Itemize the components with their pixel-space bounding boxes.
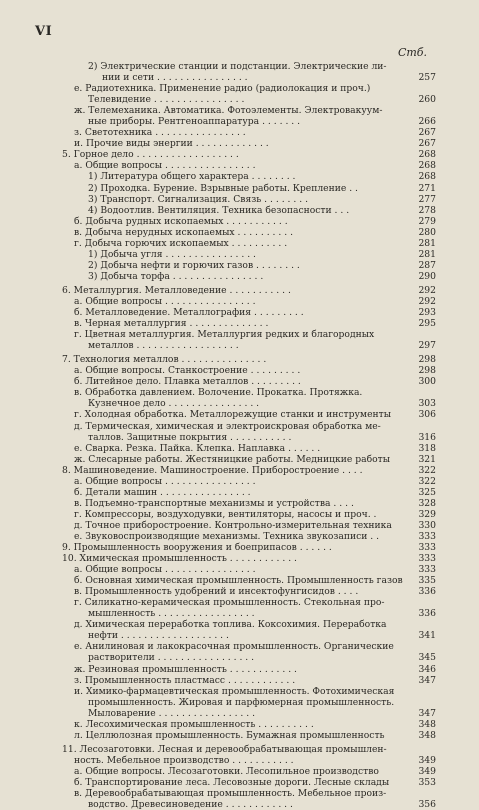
toc-entry (62, 542, 436, 553)
toc-entry (62, 575, 436, 586)
toc-entry (62, 376, 436, 387)
toc-entry-page: 292 (418, 295, 436, 307)
toc-entry-title: г. Силикатно-керамическая промышленность. Стекольная про- (74, 597, 385, 609)
toc-entry (62, 652, 436, 663)
toc-entry (62, 105, 436, 116)
toc-entry-page: 280 (418, 226, 436, 238)
toc-entry-title: в. Черная металлургия . . . . . . . . . . . . . . (74, 318, 269, 330)
toc-entry-title: и. Химико-фармацевтическая промышленность. Фотохимическая (74, 685, 395, 697)
toc-entry-title: б. Транспортирование леса. Лесовозные дороги. Лесные склады (74, 777, 390, 788)
toc-entry-title: л. Целлюлозная промышленность. Бумажная промышленность (74, 729, 385, 741)
toc-entry-title: 5. Горное дело . . . . . . . . . . . . . . . . . . (62, 149, 239, 161)
toc-entry-title: в. Добыча нерудных ископаемых . . . . . . . . . . (74, 226, 294, 238)
toc-entry-page: 348 (418, 729, 436, 741)
toc-entry-page: 333 (418, 530, 436, 542)
toc-entry-page: 346 (418, 663, 436, 675)
toc-entry-page: 297 (418, 340, 436, 352)
toc-entry-page: 322 (418, 464, 436, 476)
toc-entry-title: 4) Водоотлив. Вентиляция. Техника безопасности . . . (88, 204, 350, 216)
toc-entry-title: е. Сварка. Резка. Пайка. Клепка. Наплавка . . . . . . (74, 442, 321, 454)
toc-entry-title: з. Светотехника . . . . . . . . . . . . . . . . (74, 127, 246, 139)
toc-entry-title: а. Общие вопросы . . . . . . . . . . . . . . . . (74, 564, 256, 576)
toc-entry-page: 347 (418, 674, 436, 686)
toc-entry-page: 336 (418, 608, 436, 620)
toc-entry-page: 333 (418, 564, 436, 576)
toc-entry (62, 531, 436, 542)
toc-entry (62, 597, 436, 608)
toc-entry-page: 281 (418, 237, 436, 249)
toc-entry-title: б. Детали машин . . . . . . . . . . . . . . . . (74, 486, 251, 498)
toc-entry-title: мышленность . . . . . . . . . . . . . . . . . (88, 608, 255, 620)
toc-entry-title: растворители . . . . . . . . . . . . . . . . . (88, 652, 255, 664)
toc-entry-title: в. Деревообрабатывающая промышленность. Мебельное произ- (74, 788, 387, 800)
toc-entry-title: а. Общие вопросы . . . . . . . . . . . . . . . . (74, 295, 256, 307)
toc-entry-title: е. Звуковоспроизводящие механизмы. Техника звукозаписи . . (74, 530, 380, 542)
toc-entry (62, 744, 436, 755)
toc-entry-title: и. Прочие виды энергии . . . . . . . . . . . . . (74, 138, 269, 150)
toc-entry (62, 708, 436, 719)
toc-entry-page: 330 (418, 519, 436, 531)
toc-entry (62, 432, 436, 443)
toc-entry-title: 10. Химическая промышленность . . . . . . . . . . . . (62, 553, 297, 565)
toc-entry-title: Телевидение . . . . . . . . . . . . . . . . (88, 94, 245, 106)
toc-entry-title: д. Химическая переработка топлива. Коксохимия. Переработка (74, 619, 387, 631)
toc-entry-page: 348 (418, 718, 436, 730)
toc-entry (62, 476, 436, 487)
toc-entry (62, 227, 436, 238)
toc-entry (62, 127, 436, 138)
toc-entry-page: 287 (418, 259, 436, 271)
toc-entry-page: 321 (418, 453, 436, 465)
toc-entry-page: 303 (418, 398, 436, 410)
toc-entry-page: 267 (418, 138, 436, 150)
toc-entry-page: 341 (418, 630, 436, 642)
toc-entry-title: 8. Машиноведение. Машиностроение. Приборостроение . . . . (62, 464, 363, 476)
toc-entry-title: 11. Лесозаготовки. Лесная и деревообрабатывающая промышлен- (62, 743, 387, 755)
toc-entry-page: 279 (418, 215, 436, 227)
toc-entry-page: 345 (418, 652, 436, 664)
toc-entry (62, 564, 436, 575)
toc-entry (62, 421, 436, 432)
toc-entry (62, 340, 436, 351)
toc-entry-page: 333 (418, 553, 436, 565)
toc-entry (62, 94, 436, 105)
toc-entry-title: г. Компрессоры, воздуходувки, вентиляторы, насосы и проч. . (74, 508, 377, 520)
toc-entry-title: д. Точное приборостроение. Контрольно-измерительная техника (74, 519, 392, 531)
toc-entry (62, 296, 436, 307)
toc-entry-title: е. Радиотехника. Применение радио (радиолокация и проч.) (74, 83, 371, 95)
toc-entry (62, 608, 436, 619)
toc-entry-title: а. Общие вопросы . . . . . . . . . . . . . . . . (74, 160, 256, 172)
toc-entry-title: промышленность. Жировая и парфюмерная промышленность. (88, 696, 395, 708)
toc-entry-page: 318 (418, 442, 436, 454)
toc-entry (62, 398, 436, 409)
toc-entry-title: в. Промышленность удобрений и инсектофунгисидов . . . . (74, 586, 359, 598)
toc-entry-title: 7. Технология металлов . . . . . . . . . . . . . . . (62, 354, 267, 366)
toc-entry-title: ные приборы. Рентгеноаппаратура . . . . . . . (88, 116, 301, 128)
toc-entry (62, 755, 436, 766)
toc-entry (62, 271, 436, 282)
toc-entry (62, 675, 436, 686)
toc-entry (62, 719, 436, 730)
toc-entry (62, 520, 436, 531)
toc-entry-title: е. Анилиновая и лакокрасочная промышленность. Органические (74, 641, 394, 653)
toc-entry (62, 238, 436, 249)
toc-entry (62, 686, 436, 697)
toc-entry-title: 3) Добыча торфа . . . . . . . . . . . . . . . . (88, 270, 264, 282)
toc-entry-page: 290 (418, 270, 436, 282)
table-of-contents (62, 61, 436, 810)
toc-entry (62, 149, 436, 160)
page-number: VI (35, 24, 53, 39)
toc-entry (62, 586, 436, 597)
toc-entry (62, 509, 436, 520)
toc-entry-title: 3) Транспорт. Сигнализация. Связь . . . . . . . . (88, 193, 308, 205)
toc-entry-page: 292 (418, 284, 436, 296)
toc-entry-title: г. Добыча горючих ископаемых . . . . . . . . . . (74, 237, 288, 249)
toc-entry (62, 307, 436, 318)
toc-entry (62, 777, 436, 788)
toc-entry (62, 498, 436, 509)
toc-entry (62, 260, 436, 271)
column-header: Стб. (397, 46, 427, 59)
toc-entry-page: 268 (418, 171, 436, 183)
toc-entry-page: 277 (418, 193, 436, 205)
toc-entry-title: ж. Телемеханика. Автоматика. Фотоэлементы. Электровакуум- (74, 105, 383, 117)
toc-entry-title: Кузнечное дело . . . . . . . . . . . . . . . . (88, 398, 260, 410)
toc-entry-page: 329 (418, 508, 436, 520)
toc-entry (62, 697, 436, 708)
toc-entry (62, 72, 436, 83)
toc-entry (62, 454, 436, 465)
toc-entry (62, 285, 436, 296)
toc-entry (62, 194, 436, 205)
toc-entry-title: 2) Добыча нефти и горючих газов . . . . . . . . (88, 259, 300, 271)
toc-entry (62, 249, 436, 260)
toc-entry-page: 353 (418, 777, 436, 788)
toc-entry-page: 257 (418, 72, 436, 84)
toc-entry-title: таллов. Защитные покрытия . . . . . . . . . . . (88, 431, 292, 443)
toc-entry (62, 116, 436, 127)
toc-entry (62, 799, 436, 810)
toc-entry-title: г. Холодная обработка. Металлорежущие станки и инструменты (74, 409, 392, 421)
toc-entry (62, 465, 436, 476)
toc-entry-page: 300 (418, 376, 436, 388)
toc-entry-title: в. Подъемно-транспортные механизмы и устройства . . . . (74, 497, 354, 509)
toc-entry-page: 293 (418, 307, 436, 319)
toc-entry-page: 328 (418, 497, 436, 509)
toc-entry (62, 553, 436, 564)
toc-entry (62, 365, 436, 376)
toc-entry (62, 766, 436, 777)
toc-entry-page: 281 (418, 248, 436, 260)
toc-entry-title: б. Добыча рудных ископаемых . . . . . . . . . . . (74, 215, 288, 227)
toc-entry-title: в. Обработка давлением. Волочение. Прокатка. Протяжка. (74, 387, 363, 399)
toc-entry (62, 788, 436, 799)
toc-entry (62, 443, 436, 454)
toc-entry-title: б. Литейное дело. Плавка металлов . . . . . . . . . (74, 376, 301, 388)
toc-entry-page: 347 (418, 707, 436, 719)
toc-entry-page: 306 (418, 409, 436, 421)
toc-entry-page: 356 (418, 799, 436, 810)
toc-entry-page: 260 (418, 94, 436, 106)
toc-entry-page: 271 (418, 182, 436, 194)
toc-entry-title: а. Общие вопросы . . . . . . . . . . . . . . . . (74, 475, 256, 487)
toc-entry-title: 2) Проходка. Бурение. Взрывные работы. Крепление . . (88, 182, 358, 194)
toc-entry-title: д. Термическая, химическая и электроискровая обработка ме- (74, 420, 381, 432)
toc-entry (62, 387, 436, 398)
toc-entry (62, 183, 436, 194)
toc-entry-title: 1) Литература общего характера . . . . . . . . (88, 171, 296, 183)
toc-entry (62, 487, 436, 498)
toc-entry-title: а. Общие вопросы. Лесозаготовки. Лесопильное производство (74, 765, 379, 777)
toc-entry (62, 160, 436, 171)
toc-entry-title: б. Металловедение. Металлография . . . . . . . . . (74, 307, 304, 319)
toc-entry-title: 1) Добыча угля . . . . . . . . . . . . . . . . (88, 248, 256, 260)
toc-entry-page: 268 (418, 149, 436, 161)
toc-entry-title: 9. Промышленность вооружения и боеприпасов . . . . . . (62, 542, 332, 554)
toc-entry (62, 171, 436, 182)
toc-entry-page: 325 (418, 486, 436, 498)
toc-entry-title: 2) Электрические станции и подстанции. Электрические ли- (88, 61, 387, 72)
toc-entry-page: 336 (418, 586, 436, 598)
toc-entry-page: 349 (418, 765, 436, 777)
toc-entry (62, 409, 436, 420)
toc-entry (62, 329, 436, 340)
toc-entry (62, 318, 436, 329)
toc-entry-title: ж. Резиновая промышленность . . . . . . . . . . . . (74, 663, 297, 675)
toc-entry-page: 266 (418, 116, 436, 128)
toc-entry-title: нии и сети . . . . . . . . . . . . . . . . (102, 72, 248, 84)
toc-entry (62, 138, 436, 149)
toc-entry (62, 630, 436, 641)
toc-entry-title: а. Общие вопросы. Станкостроение . . . . . . . . . (74, 365, 301, 377)
toc-entry-title: ж. Слесарные работы. Жестяницкие работы. Медницкие работы (74, 453, 391, 465)
toc-entry-page: 316 (418, 431, 436, 443)
toc-entry-title: з. Промышленность пластмасс . . . . . . . . . . . . (74, 674, 296, 686)
toc-entry-title: б. Основная химическая промышленность. Промышленность газов (74, 575, 403, 587)
toc-entry (62, 61, 436, 72)
toc-entry-title: 6. Металлургия. Металловедение . . . . . . . . . . . (62, 284, 291, 296)
toc-entry (62, 641, 436, 652)
toc-entry-page: 298 (418, 354, 436, 366)
toc-entry-page: 268 (418, 160, 436, 172)
toc-entry-page: 333 (418, 542, 436, 554)
toc-entry-page: 322 (418, 475, 436, 487)
toc-entry (62, 205, 436, 216)
toc-entry (62, 664, 436, 675)
toc-entry-title: г. Цветная металлургия. Металлургия редких и благородных (74, 329, 375, 341)
toc-entry (62, 354, 436, 365)
toc-entry-page: 278 (418, 204, 436, 216)
toc-entry-page: 295 (418, 318, 436, 330)
toc-entry (62, 730, 436, 741)
toc-entry-title: к. Лесохимическая промышленность . . . . . . . . . . (74, 718, 314, 730)
toc-entry (62, 216, 436, 227)
toc-entry-title: водство. Древесиноведение . . . . . . . . . . . . (88, 799, 293, 810)
toc-entry (62, 619, 436, 630)
toc-entry-page: 349 (418, 754, 436, 766)
toc-entry-title: ность. Мебельное производство . . . . . . . . . . . (74, 754, 294, 766)
toc-entry-page: 267 (418, 127, 436, 139)
toc-entry-title: металлов . . . . . . . . . . . . . . . . . . (88, 340, 239, 352)
toc-entry-title: Мыловарение . . . . . . . . . . . . . . . . . (88, 707, 256, 719)
toc-entry-page: 335 (418, 575, 436, 587)
toc-entry (62, 83, 436, 94)
toc-entry-page: 298 (418, 365, 436, 377)
toc-entry-title: нефти . . . . . . . . . . . . . . . . . . . (88, 630, 229, 642)
